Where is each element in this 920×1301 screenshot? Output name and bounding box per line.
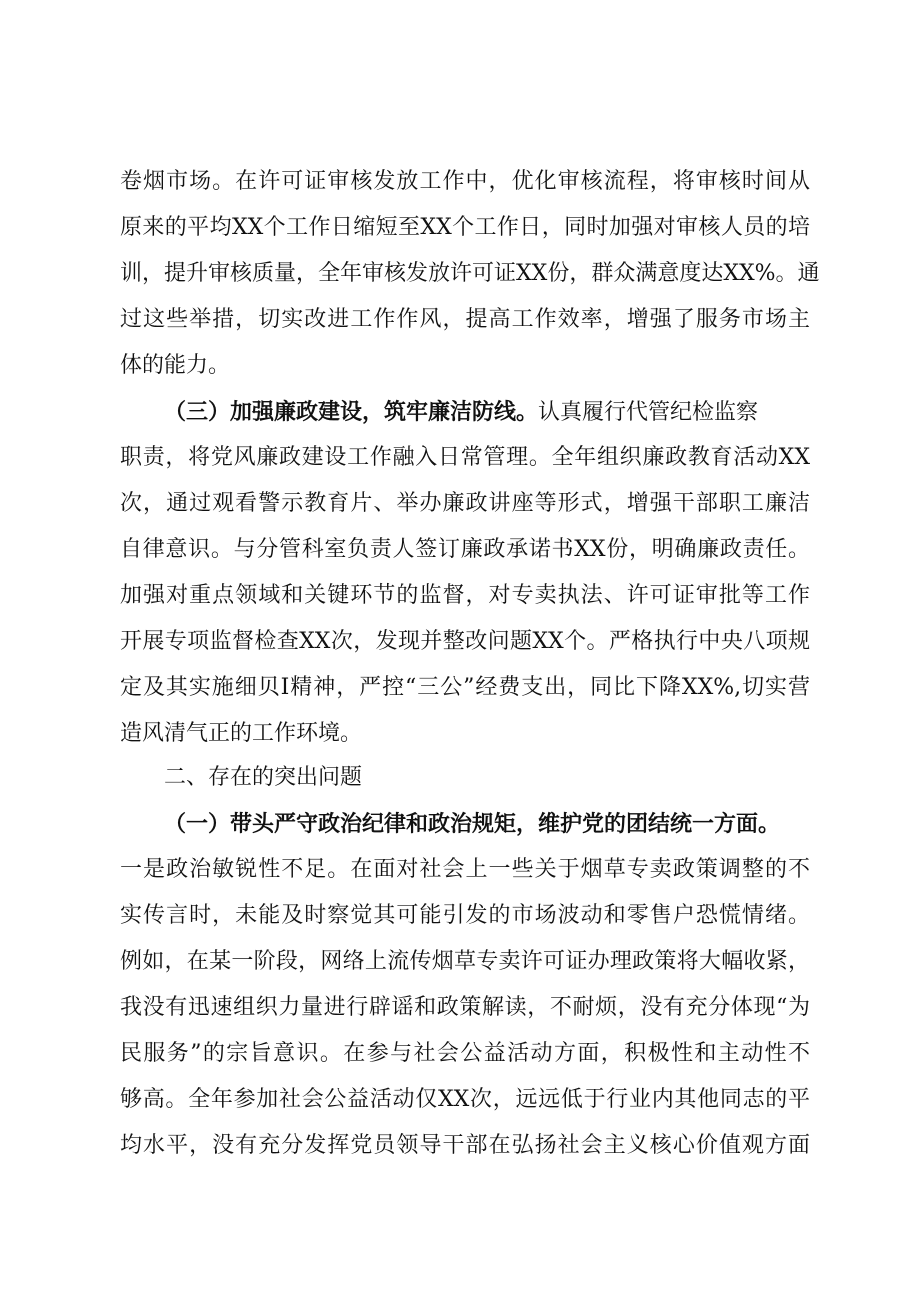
paragraph-line: 实传言时，未能及时察觉其可能引发的市场波动和零售户恐慌情绪。 — [120, 903, 810, 928]
subsection-heading-1: （一）带头严守政治纪律和政治规矩，维护党的团结统一方面。 — [164, 811, 781, 837]
section-heading: 二、存在的突出问题 — [164, 765, 363, 790]
paragraph-line: 例如，在某一阶段，网络上流传烟草专卖许可证办理政策将大幅收紧， — [120, 949, 810, 974]
paragraph-line: 次，通过观看警示教育片、举办廉政讲座等形式，增强干部职工廉洁 — [120, 491, 810, 516]
paragraph-line: 一是政治敏锐性不足。在面对社会上一些关于烟草专卖政策调整的不 — [120, 857, 810, 882]
paragraph-line: 造风清气正的工作环境。 — [120, 721, 363, 746]
paragraph-line: 开展专项监督检查XX次，发现并整改问题XX个。严格执行中央八项规 — [120, 629, 810, 654]
subsection-line — [164, 392, 810, 432]
paragraph-line: 卷烟市场。在许可证审核发放工作中，优化审核流程，将审核时间从 — [120, 169, 810, 194]
paragraph-line: 原来的平均XX个工作日缩短至XX个工作日，同时加强对审核人员的培 — [120, 215, 810, 240]
paragraph-line: 加强对重点领域和关键环节的监督，对专卖执法、许可证审批等工作 — [120, 583, 810, 608]
paragraph-text: 认真履行代管纪检监察 — [538, 400, 759, 425]
paragraph-line: 训，提升审核质量，全年审核发放许可证XX份，群众满意度达XX%。通 — [120, 261, 820, 286]
paragraph-line: 民服务”的宗旨意识。在参与社会公益活动方面，积极性和主动性不 — [120, 1041, 810, 1066]
paragraph-line: 够高。全年参加社会公益活动仅XX次，远远低于行业内其他同志的平 — [120, 1087, 810, 1112]
paragraph-line: 我没有迅速组织力量进行辟谣和政策解读，不耐烦，没有充分体现“为 — [120, 995, 810, 1020]
paragraph-line: 职责，将党风廉政建设工作融入日常管理。全年组织廉政教育活动XX — [120, 445, 810, 470]
paragraph-line: 体的能力。 — [120, 353, 231, 378]
paragraph-line: 均水平，没有充分发挥党员领导干部在弘扬社会主义核心价值观方面 — [120, 1133, 810, 1158]
paragraph-line: 定及其实施细贝I精神，严控“三公”经费支出，同比下降XX%,切实营 — [120, 675, 810, 700]
paragraph-line: 自律意识。与分管科室负责人签订廉政承诺书XX份，明确廉政责任。 — [120, 537, 810, 562]
subsection-heading-3: （三）加强廉政建设，筑牢廉洁防线。 — [164, 399, 539, 425]
paragraph-line: 过这些举措，切实改进工作作风，提高工作效率，增强了服务市场主 — [120, 307, 810, 332]
